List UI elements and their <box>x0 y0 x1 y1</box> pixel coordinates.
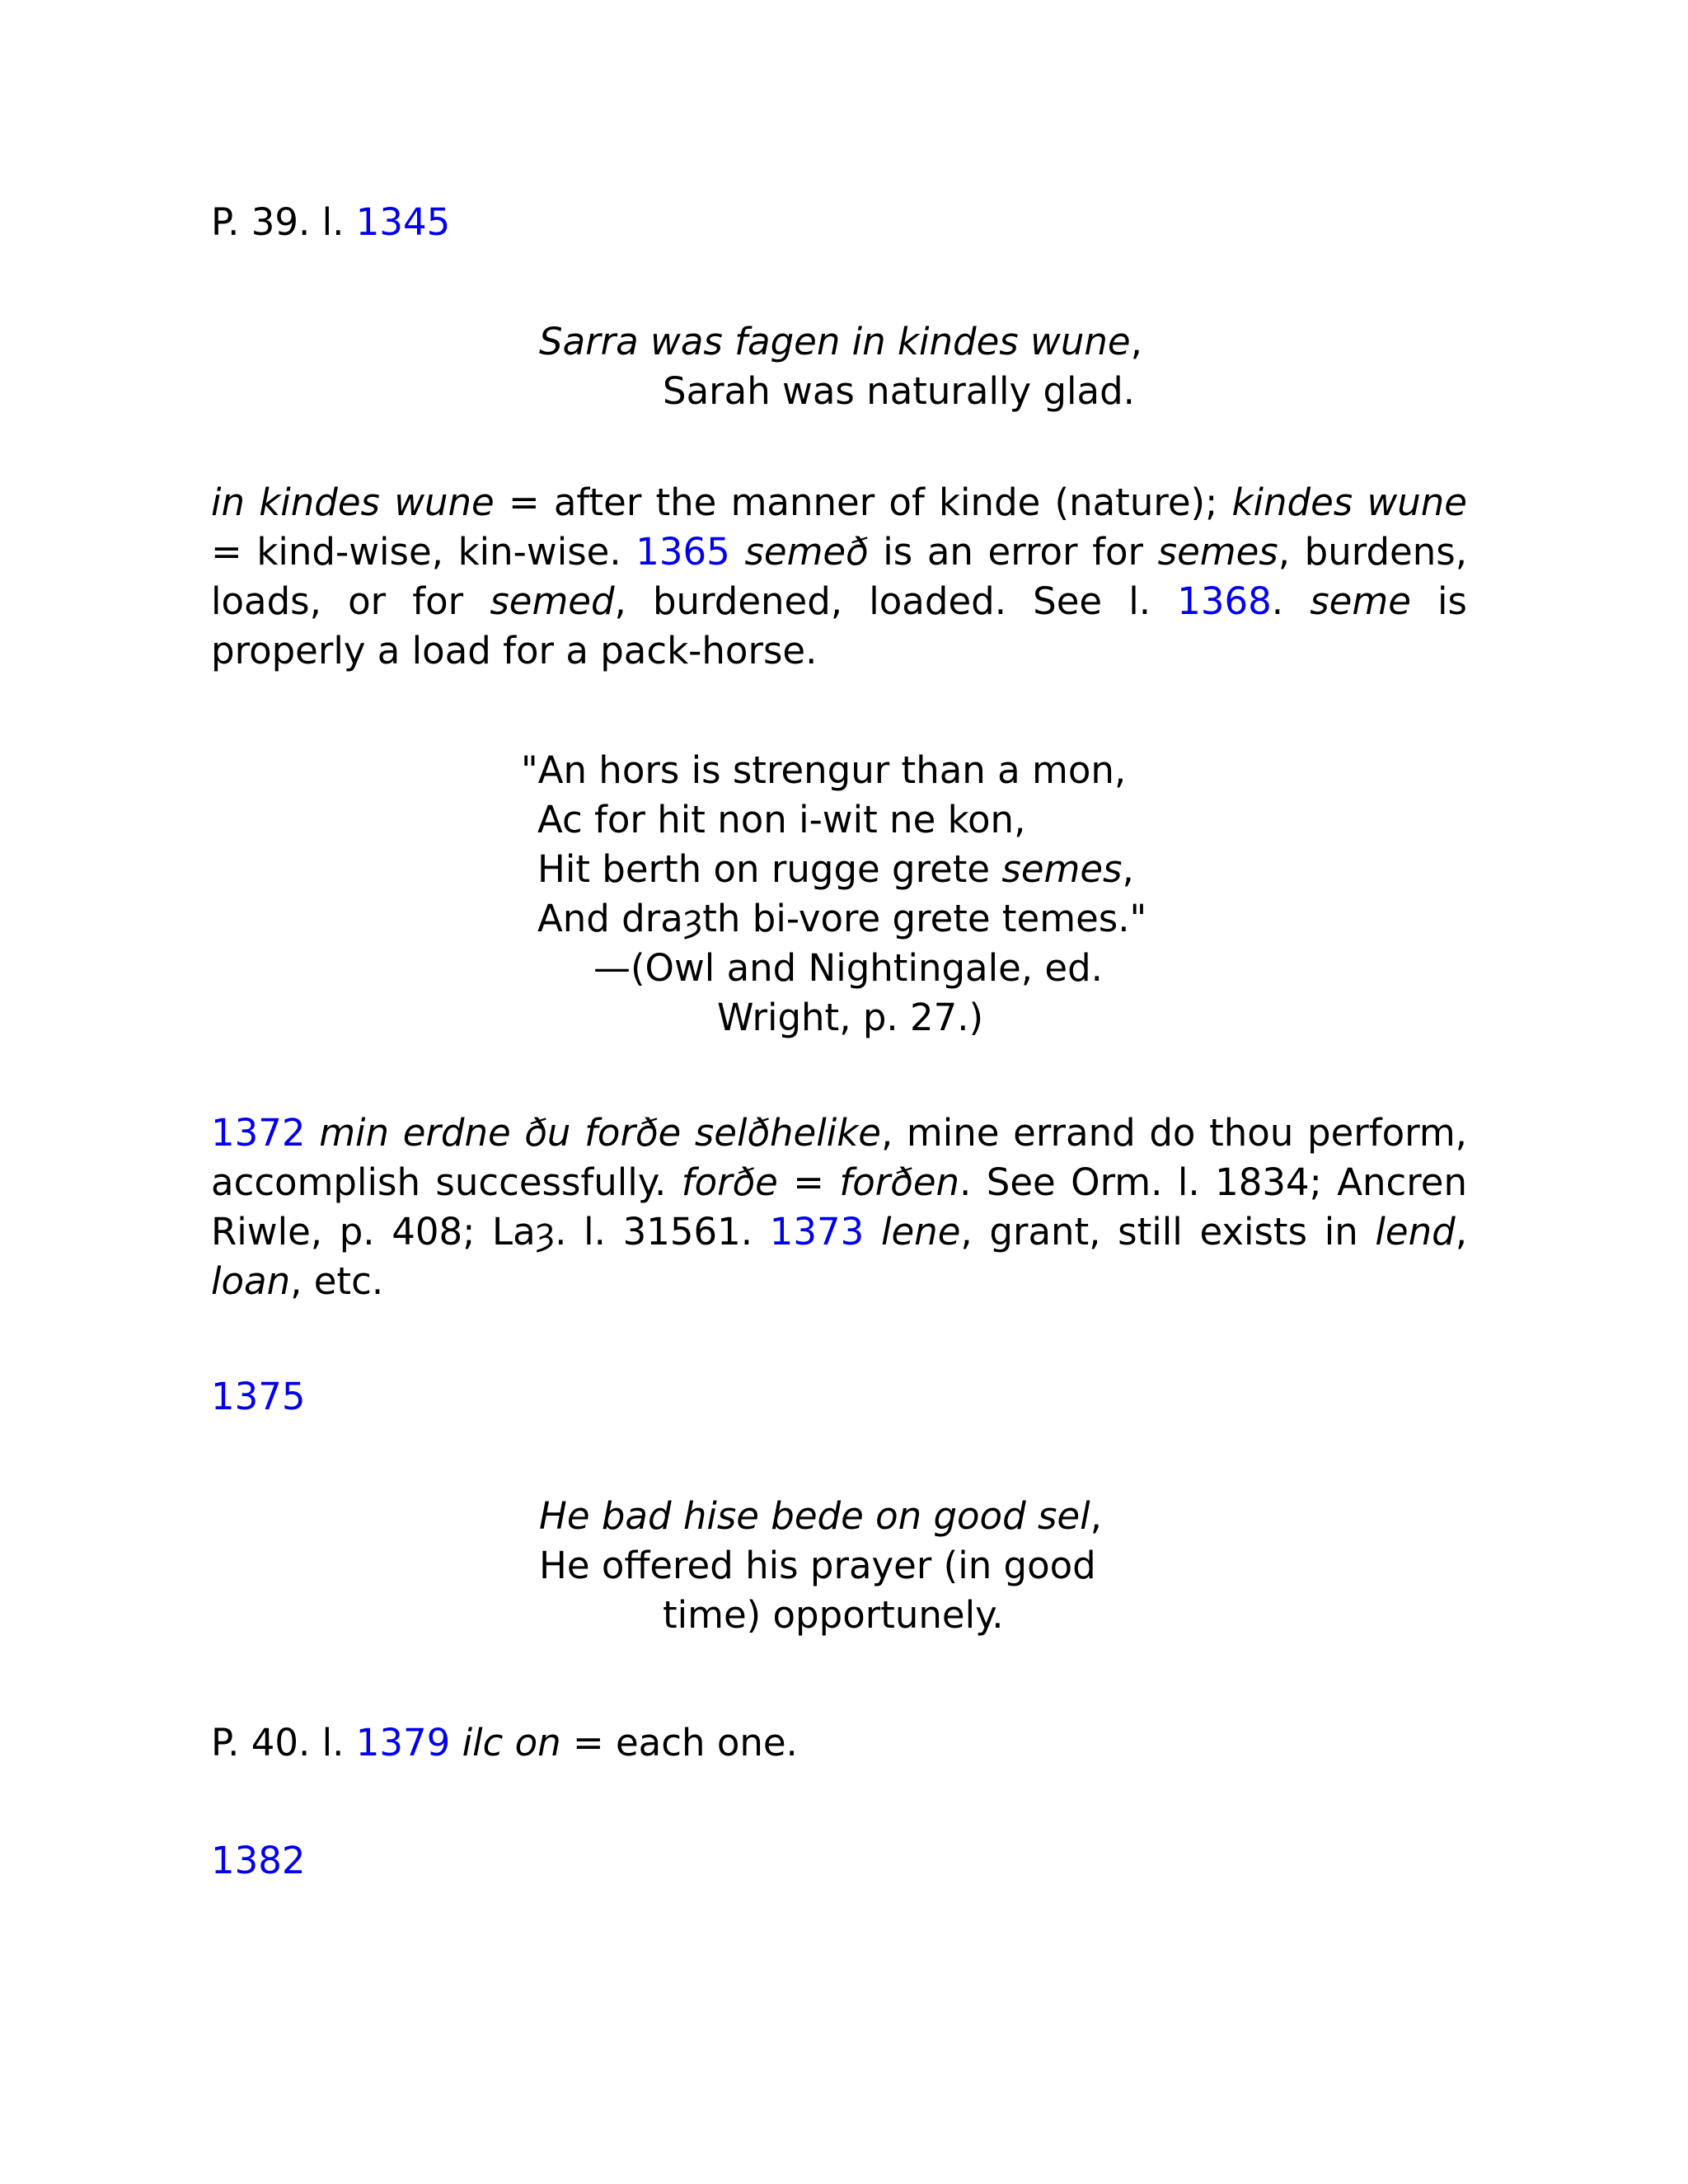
text: , burdened, loaded. See l. <box>614 579 1178 623</box>
text: , mine errand do thou perform, accomplish successfully. <box>211 1111 1467 1204</box>
verse-line: "An hors is strengur than a mon, <box>521 748 1127 792</box>
verse-translation: He offered his prayer (in good <box>539 1544 1096 1587</box>
verse-citation: Wright, p. 27.) <box>717 996 984 1039</box>
italic-term: lene <box>880 1210 961 1254</box>
ref-prefix: P. 39. l. <box>211 200 356 244</box>
verse-italic-text: He bad hise bede on good sel <box>539 1494 1090 1538</box>
verse-punctuation: , <box>1090 1494 1102 1538</box>
italic-term: lend <box>1375 1210 1456 1254</box>
italic-term: in kindes wune <box>211 480 495 524</box>
text: = kind-wise, kin-wise. <box>211 530 636 574</box>
line-link-1345[interactable]: 1345 <box>355 200 451 244</box>
verse-line: Ac for hit non i-wit ne kon, <box>537 798 1026 841</box>
italic-term: semeð <box>744 530 869 574</box>
text: = each one. <box>560 1721 798 1765</box>
text <box>306 1111 320 1155</box>
text: , burdens, loads, or for <box>211 530 1467 623</box>
line-link-1375[interactable]: 1375 <box>211 1375 306 1418</box>
verse-quote-owl-nightingale <box>521 746 1146 1043</box>
line-link-1368[interactable]: 1368 <box>1177 579 1272 623</box>
page-line-reference <box>211 1718 798 1768</box>
text: . See Orm. l. 1834; Ancren Riwle, p. 408; Laȝ. l. 31561. <box>211 1160 1467 1254</box>
verse-translation: time) opportunely. <box>663 1593 1004 1637</box>
italic-term: min erdne ðu forðe selðhelike <box>319 1111 881 1155</box>
text <box>450 1721 462 1765</box>
line-link-1379[interactable]: 1379 <box>355 1721 451 1765</box>
italic-term: loan <box>211 1259 291 1303</box>
line-link-1382[interactable]: 1382 <box>211 1839 306 1882</box>
ref-prefix: P. 40. l. <box>211 1721 356 1765</box>
italic-term: seme <box>1310 579 1411 623</box>
text <box>864 1210 881 1254</box>
text: = after the manner of kinde (nature); <box>494 480 1232 524</box>
text: = <box>777 1160 840 1204</box>
italic-term: ilc on <box>462 1721 561 1765</box>
line-link-1365[interactable]: 1365 <box>635 530 730 574</box>
text: , grant, still exists in <box>960 1210 1376 1254</box>
verse-line <box>539 1492 1102 1541</box>
verse-line: And draȝth bi-vore grete temes." <box>537 897 1147 940</box>
line-link-1373[interactable]: 1373 <box>769 1210 865 1254</box>
italic-term: forðe <box>681 1160 778 1204</box>
italic-term: semed <box>490 579 615 623</box>
verse-line <box>521 845 1146 894</box>
italic-term: semes <box>1157 530 1278 574</box>
verse-quote <box>539 1492 1102 1640</box>
line-reference <box>211 1372 306 1422</box>
verse-punctuation: , <box>1130 320 1142 363</box>
text <box>730 530 745 574</box>
italic-term: kindes wune <box>1231 480 1467 524</box>
text: Hit berth on rugge grete <box>537 847 1002 891</box>
italic-term: forðen <box>839 1160 960 1204</box>
line-link-1372[interactable]: 1372 <box>211 1111 306 1155</box>
verse-italic-text: Sarra was fagen in kindes wune <box>539 320 1131 363</box>
verse-citation: —(Owl and Nightingale, ed. <box>593 946 1103 990</box>
commentary-paragraph <box>211 478 1467 676</box>
line-reference <box>211 1836 306 1886</box>
verse-line <box>539 317 1142 367</box>
italic-term: semes <box>1001 847 1123 891</box>
text: , <box>1455 1210 1467 1254</box>
text: . <box>1271 579 1311 623</box>
commentary-paragraph <box>211 1108 1467 1306</box>
text: is an error for <box>868 530 1158 574</box>
verse-translation: Sarah was naturally glad. <box>663 369 1135 413</box>
text: , <box>1122 847 1134 891</box>
text: is properly a load for a pack-horse. <box>211 579 1467 673</box>
verse-quote <box>539 317 1142 416</box>
page-line-reference <box>211 198 450 247</box>
text: , etc. <box>290 1259 384 1303</box>
